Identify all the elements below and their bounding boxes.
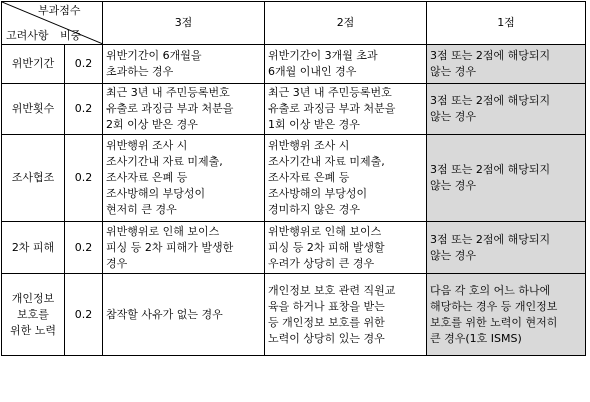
weight-cell: 0.2 [65,45,103,84]
scoring-table-wrapper [1,1,586,356]
score-3-cell-line: 위반행위로 인해 보이스 [106,224,220,238]
weight-header-label: 비중 [60,29,82,42]
weight-cell: 0.2 [65,222,103,274]
factor-cell-line: 조사협조 [11,171,55,184]
factor-cell [2,135,65,222]
score-3-header: 3점 [103,2,265,45]
factor-cell [2,84,65,135]
score-3-cell-line: 참작할 사유가 없는 경우 [106,307,223,321]
score-2-cell-line: 육을 하거나 표창을 받는 [268,299,385,313]
score-1-cell-line: 다음 각 호의 어느 하나에 [430,283,551,297]
weight-cell: 0.2 [65,135,103,222]
score-1-cell [427,45,586,84]
score-1-header: 1점 [427,2,586,45]
score-2-cell [265,135,427,222]
score-1-cell-line: 3점 또는 2점에 해당되지 [430,49,551,62]
score-3-cell-line: 조사방해의 부당성이 [106,187,206,200]
table-row [2,84,586,135]
score-2-cell-line: 개인정보 보호 관련 직원교 [268,283,396,297]
score-1-cell [427,274,586,356]
score-2-cell-line: 유출로 과징금 부과 처분을 [268,102,396,115]
score-3-cell-line: 위반행위 조사 시 [106,139,188,152]
score-3-cell-line: 초과하는 경우 [106,65,174,78]
score-2-cell-line: 노력이 상당히 있는 경우 [268,331,385,345]
score-2-cell-line: 위반행위 조사 시 [268,139,350,152]
score-2-header: 2점 [265,2,427,45]
score-2-cell-line: 위반행위로 인해 보이스 [268,224,382,238]
score-1-cell-line: 않는 경우 [430,110,477,123]
score-2-cell [265,45,427,84]
score-1-cell-line: 않는 경우 [430,248,477,262]
score-2-cell-line: 경미하지 않은 경우 [268,203,361,216]
score-2-cell-line: 위반기간이 3개월 초과 [268,49,378,62]
score-3-cell [103,222,265,274]
score-3-cell [103,135,265,222]
score-2-cell-line: 등 개인정보 보호를 위한 [268,315,385,329]
score-3-cell-line: 조사기간내 자료 미제출, [106,155,223,168]
score-2-cell [265,84,427,135]
score-1-cell-line: 3점 또는 2점에 해당되지 [430,232,551,246]
score-1-cell-line: 보호를 위한 노력이 현저히 [430,315,558,329]
diagonal-header-cell [2,2,103,45]
score-3-cell-line: 2회 이상 받은 경우 [106,118,198,131]
factor-cell [2,45,65,84]
score-2-cell-line: 피싱 등 2차 피해 발생할 [268,240,385,254]
score-3-cell-line: 최근 3년 내 주민등록번호 [106,86,230,99]
score-2-cell-line: 조사방해의 부당성이 [268,187,368,200]
score-2-cell [265,222,427,274]
table-row [2,274,586,356]
score-2-cell-line: 최근 3년 내 주민등록번호 [268,86,392,99]
factor-cell-line: 위반기간 [11,57,55,70]
factor-header-label: 고려사항 [6,29,49,42]
score-3-cell-line: 위반기간이 6개월을 [106,49,202,62]
factor-cell-line: 위한 노력 [9,323,56,337]
score-2-cell [265,274,427,356]
score-3-cell-line: 조사자료 은폐 등 [106,171,188,184]
score-2-cell-line: 조사자료 은폐 등 [268,171,350,184]
score-1-cell [427,135,586,222]
score-2-cell-line: 1회 이상 받은 경우 [268,118,360,131]
factor-cell-line: 개인정보 [11,291,55,305]
score-1-cell-line: 해당하는 경우 등 개인정보 [430,299,558,313]
table-row [2,135,586,222]
score-3-cell [103,45,265,84]
score-2-cell-line: 6개월 이내인 경우 [268,65,357,78]
score-3-cell-line: 유출로 과징금 부과 처분을 [106,102,234,115]
score-1-cell-line: 큰 경우(1호 ISMS) [430,331,522,345]
weight-cell: 0.2 [65,274,103,356]
factor-cell-line: 보호를 [17,307,49,321]
score-3-cell-line: 현저히 큰 경우 [106,203,177,216]
score-2-cell-line: 조사기간내 자료 미제출, [268,155,385,168]
score-1-cell [427,84,586,135]
weight-cell: 0.2 [65,84,103,135]
scoring-table [1,1,586,356]
table-row [2,222,586,274]
score-1-cell-line: 3점 또는 2점에 해당되지 [430,94,551,107]
factor-cell [2,274,65,356]
score-header-label: 부과점수 [38,4,81,17]
factor-cell [2,222,65,274]
score-2-cell-line: 우려가 상당히 큰 경우 [268,256,375,270]
score-3-cell-line: 피싱 등 2차 피해가 발생한 [106,240,234,254]
score-1-cell-line: 않는 경우 [430,179,477,192]
factor-cell-line: 위반횟수 [11,102,55,115]
factor-cell-line: 2차 피해 [11,240,55,254]
table-row [2,45,586,84]
score-3-cell [103,274,265,356]
score-1-cell [427,222,586,274]
score-1-cell-line: 3점 또는 2점에 해당되지 [430,163,551,176]
score-3-cell-line: 경우 [106,256,128,270]
score-1-cell-line: 않는 경우 [430,65,477,78]
header-row [2,2,586,45]
score-3-cell [103,84,265,135]
